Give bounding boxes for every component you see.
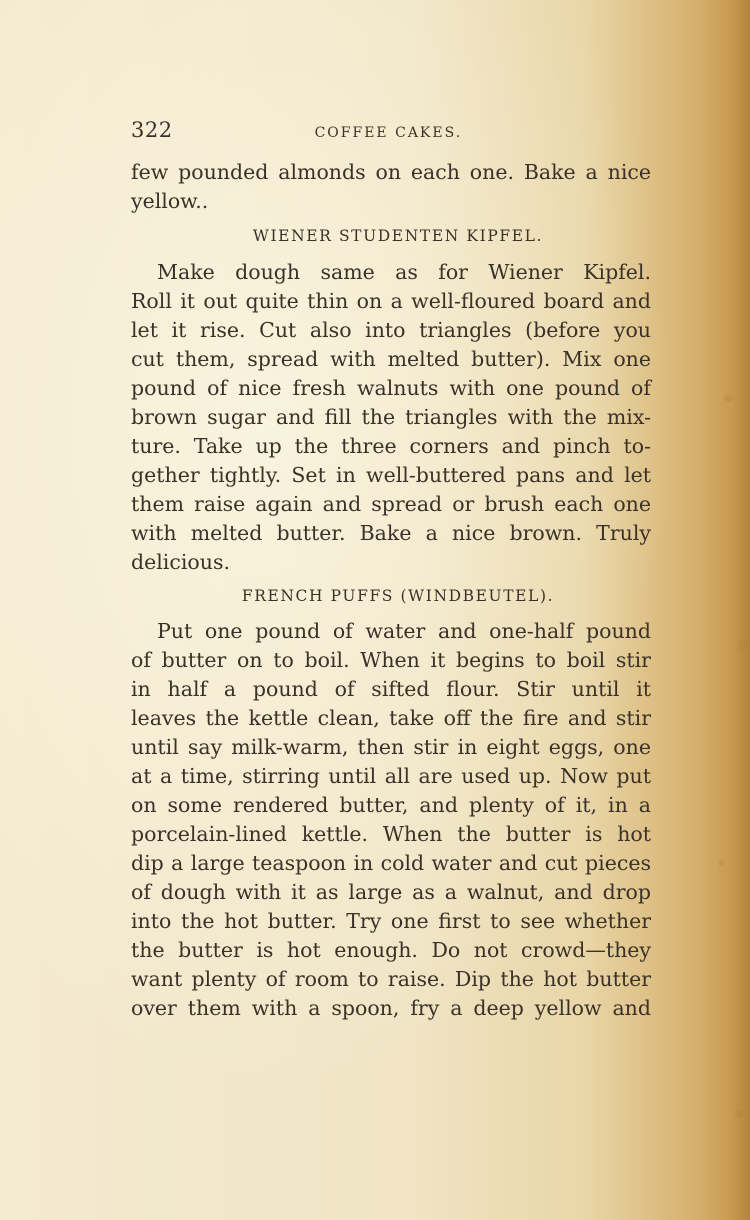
text-line: at a time, stirring until all are used up. Now put xyxy=(131,764,651,788)
text-line: few pounded almonds on each one. Bake a nice xyxy=(131,160,651,184)
foxing-spot xyxy=(735,1110,743,1118)
foxing-spot xyxy=(724,395,733,402)
text-line: with melted butter. Bake a nice brown. Truly xyxy=(131,521,651,545)
text-line: the butter is hot enough. Do not crowd—they xyxy=(131,938,651,962)
text-line: ture. Take up the three corners and pinch to- xyxy=(131,434,651,458)
text-line: Put one pound of water and one-half pound xyxy=(157,619,651,643)
text-line: Make dough same as for Wiener Kipfel. xyxy=(157,260,651,284)
text-line: let it rise. Cut also into triangles (before you xyxy=(131,318,651,342)
text-line: on some rendered butter, and plenty of it, in a xyxy=(131,793,651,817)
text-line: yellow.. xyxy=(131,189,209,213)
text-line: gether tightly. Set in well-buttered pans and let xyxy=(131,463,651,487)
recipe-body xyxy=(131,258,651,577)
text-line: porcelain-lined kettle. When the butter is hot xyxy=(131,822,651,846)
text-line: want plenty of room to raise. Dip the hot butter xyxy=(131,967,651,991)
recipe-title: WIENER STUDENTEN KIPFEL. xyxy=(252,227,544,245)
text-line: them raise again and spread or brush each one xyxy=(131,492,651,516)
running-title: COFFEE CAKES. xyxy=(314,125,463,141)
recipe-body xyxy=(131,617,651,1023)
text-line: leaves the kettle clean, take off the fire and stir xyxy=(131,706,651,730)
foxing-spot xyxy=(738,640,746,650)
running-head xyxy=(131,118,651,158)
text-line: dip a large teaspoon in cold water and cut pieces xyxy=(131,851,651,875)
text-line: pound of nice fresh walnuts with one pound of xyxy=(131,376,651,400)
text-line: delicious. xyxy=(131,550,230,574)
page-text xyxy=(131,118,651,1023)
page-edge-shadow xyxy=(705,0,750,1220)
foxing-spot xyxy=(718,860,725,866)
text-line: of butter on to boil. When it begins to boil stir xyxy=(131,648,651,672)
recipe-title: FRENCH PUFFS (WINDBEUTEL). xyxy=(241,587,555,605)
continued-paragraph xyxy=(131,158,651,216)
text-line: brown sugar and fill the triangles with the mix- xyxy=(131,405,651,429)
text-line: of dough with it as large as a walnut, and drop xyxy=(131,880,651,904)
text-line: until say milk-warm, then stir in eight eggs, one xyxy=(131,735,651,759)
text-line: Roll it out quite thin on a well-floured board and xyxy=(131,289,651,313)
text-line: over them with a spoon, fry a deep yellow and xyxy=(131,996,651,1020)
text-line: into the hot butter. Try one first to see whether xyxy=(131,909,651,933)
page-number: 322 xyxy=(131,118,173,142)
text-line: in half a pound of sifted flour. Stir until it xyxy=(131,677,651,701)
text-line: cut them, spread with melted butter). Mix one xyxy=(131,347,651,371)
